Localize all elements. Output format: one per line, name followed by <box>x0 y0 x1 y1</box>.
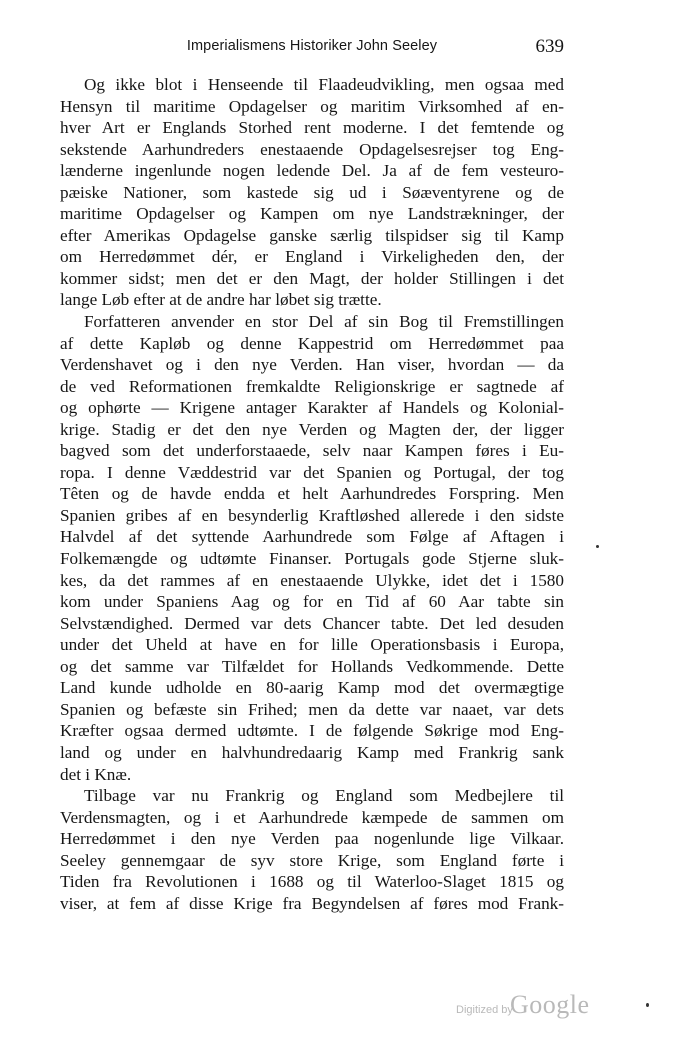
text-line: Selvstændighed. Dermed var dets Chancer tabte. Det led desuden <box>60 613 564 633</box>
page-header <box>60 36 564 60</box>
text-line: efter Amerikas Opdagelse ganske særlig tilspidser sig til Kamp <box>60 225 564 245</box>
text-line: lænderne ingenlunde nogen ledende Del. Ja af de fem vesteuro- <box>60 161 564 181</box>
text-line: Herredømmet i den nye Verden paa nogenlunde lige Vilkaar. <box>60 829 564 849</box>
text-line: kom under Spaniens Aag og for en Tid af 60 Aar tabte sin <box>60 592 564 612</box>
text-line: Spanien gribes af en besynderlig Kraftløshed allerede i den sidste <box>60 505 564 525</box>
text-line: under det Uheld at have en for lille Operationsbasis i Europa, <box>60 635 564 655</box>
text-line: Tiden fra Revolutionen i 1688 og til Waterloo-Slaget 1815 og <box>60 872 564 892</box>
body-text <box>60 74 564 914</box>
google-logo: Google <box>510 990 590 1019</box>
text-line: maritime Opdagelser og Kampen om nye Landstrækninger, der <box>60 204 564 224</box>
text-line: Tilbage var nu Frankrig og England som Medbejlere til <box>84 786 564 806</box>
digitized-watermark <box>456 990 596 1024</box>
text-line: de ved Reformationen fremkaldte Religionskrige er sagtnede af <box>60 376 564 396</box>
text-line: Land kunde udholde en 80-aarig Kamp mod det overmægtige <box>60 678 564 698</box>
text-line: Hensyn til maritime Opdagelser og maritim Virksomhed af en- <box>60 96 564 116</box>
page-number: 639 <box>535 36 564 57</box>
text-line: Halvdel af det syttende Aarhundrede som Følge af Aftagen i <box>60 527 564 547</box>
text-line: Verdenshavet og i den nye Verden. Han viser, hvordan — da <box>60 355 564 375</box>
text-line: og ophørte — Krigene antager Karakter af Handels og Kolonial- <box>60 398 564 418</box>
text-line: kes, da det rammes af en enestaaende Ulykke, idet det i 1580 <box>60 570 564 590</box>
text-line: kommer sidst; men det er den Magt, der holder Stillingen i det <box>60 268 564 288</box>
text-line: Verdensmagten, og i et Aarhundrede kæmpede de sammen om <box>60 807 564 827</box>
text-line: Forfatteren anvender en stor Del af sin Bog til Fremstillingen <box>84 312 564 332</box>
text-line: lange Løb efter at de andre har løbet sig trætte. <box>60 290 382 310</box>
text-line: Folkemængde og udtømte Finanser. Portugals gode Stjerne sluk- <box>60 549 564 569</box>
text-line: af dette Kapløb og denne Kappestrid om Herredømmet paa <box>60 333 564 353</box>
text-line: ropa. I denne Væddestrid var det Spanien og Portugal, der tog <box>60 462 564 482</box>
text-line: og det samme var Tilfældet for Hollands Vedkommende. Dette <box>60 656 564 676</box>
text-line: sekstende Aarhundreders enestaaende Opdagelsesrejser tog Eng- <box>60 139 564 159</box>
text-line: Og ikke blot i Henseende til Flaadeudvikling, men ogsaa med <box>84 75 564 94</box>
text-line: viser, at fem af disse Krige fra Begyndelsen af føres mod Frank- <box>60 893 564 913</box>
running-head: Imperialismens Historiker John Seeley <box>186 38 438 54</box>
text-line: om Herredømmet dér, er England i Virkeligheden den, der <box>60 247 564 267</box>
text-line: hver Art er Englands Storhed rent moderne. I det femtende og <box>60 118 564 138</box>
text-line: pæiske Nationer, som kastede sig ud i Søæventyrene og de <box>60 182 564 202</box>
watermark-prefix: Digitized by <box>456 1004 513 1016</box>
text-line: land og under en halvhundredaarig Kamp med Frankrig sank <box>60 742 564 762</box>
text-line: Kræfter ogsaa dermed udtømte. I de følgende Søkrige mod Eng- <box>60 721 564 741</box>
scan-speck <box>646 1003 649 1007</box>
text-line: krige. Stadig er det den nye Verden og Magten der, der ligger <box>60 419 564 439</box>
scan-speck <box>596 545 599 548</box>
text-line: bagved som det underforstaaede, selv naar Kampen føres i Eu- <box>60 441 564 461</box>
text-line: Seeley gennemgaar de syv store Krige, som England førte i <box>60 850 564 870</box>
text-line: det i Knæ. <box>60 764 132 784</box>
text-line: Spanien og befæste sin Frihed; men da dette var naaet, var dets <box>60 699 564 719</box>
text-line: Têten og de havde endda et helt Aarhundredes Forspring. Men <box>60 484 564 504</box>
